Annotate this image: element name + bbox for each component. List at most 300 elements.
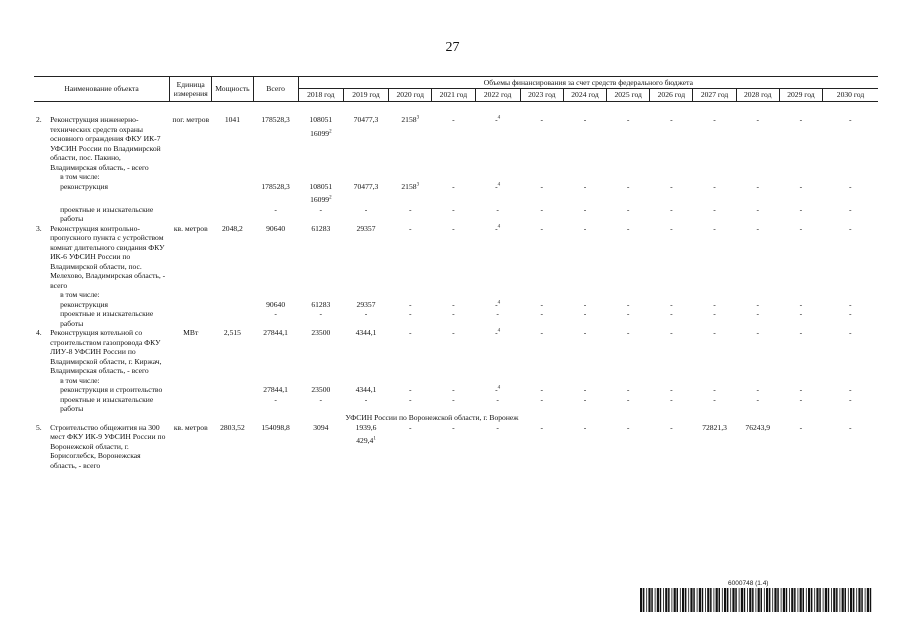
total-amount: -: [274, 204, 277, 214]
barcode-bar: [741, 588, 743, 612]
year-value: 29357: [356, 299, 376, 309]
capacity: 2803,52: [220, 422, 245, 432]
year-value: -: [670, 299, 673, 309]
year-amount: [432, 115, 475, 172]
barcode-bar: [808, 588, 810, 612]
capacity: [212, 309, 253, 328]
year-value: 3094: [313, 422, 329, 432]
year-value: -: [408, 385, 412, 395]
year-value: -: [626, 223, 630, 233]
year-amount: [736, 205, 779, 224]
year-amount: [343, 115, 388, 172]
object-name: в том числе:: [60, 375, 100, 385]
year-amount: [823, 328, 878, 375]
year-amount: [563, 395, 606, 414]
year-value: -: [540, 385, 544, 395]
row-index: 4.: [36, 328, 42, 338]
barcode-bar: [791, 588, 793, 612]
year-amount: [563, 182, 606, 205]
object-row: [34, 423, 878, 470]
header-funding: Объемы финансирования за счет средств федерального бюджета: [298, 77, 878, 89]
year-amount: [563, 115, 606, 172]
barcode-bar: [772, 588, 773, 612]
year-value: -: [540, 181, 544, 191]
year-amount: [343, 205, 388, 224]
year-amount: [823, 423, 878, 470]
year-amount: [693, 385, 736, 394]
year-amount: [475, 115, 520, 172]
header-year: 2027 год: [693, 89, 736, 101]
year-value: -: [540, 309, 544, 319]
barcode-bar: [648, 588, 650, 612]
year-value: -: [583, 328, 587, 338]
year-value: -: [848, 328, 852, 338]
barcode-image: [640, 588, 875, 612]
year-amount: [823, 205, 878, 224]
object-name: в том числе:: [60, 290, 100, 300]
year-value: 70477,3: [353, 181, 379, 191]
barcode-bar: [867, 588, 869, 612]
year-value: -: [713, 223, 716, 233]
barcode-bar: [749, 588, 751, 612]
year-value: -: [540, 223, 544, 233]
year-value: -: [756, 223, 759, 233]
barcode-bar: [697, 588, 698, 612]
barcode-bar: [722, 588, 723, 612]
capacity: [212, 205, 253, 224]
object-name: Реконструкция инженерно-технических средств охраны основного ограждения ФКУ ИК-7 УФСИН России по Владимирской области, пос. Пакино, Владимирская область, - всего: [50, 115, 161, 172]
barcode-bar: [668, 588, 670, 612]
year-value: -: [756, 394, 759, 404]
year-amount: [475, 395, 520, 414]
barcode-bar: [786, 588, 788, 612]
object-name: проектные и изыскательские работы: [60, 204, 154, 224]
year-amount: [823, 385, 878, 394]
row-index: [34, 395, 48, 414]
header-capacity: Мощность: [212, 77, 253, 102]
object-name: реконструкция и строительство: [60, 385, 163, 395]
header-year: 2026 год: [650, 89, 693, 101]
header-year: 2025 год: [607, 89, 650, 101]
year-amount: [693, 309, 736, 328]
header-unit: Единица измерения: [170, 77, 212, 102]
year-amount: [343, 224, 388, 290]
year-amount: [823, 309, 878, 328]
year-amount: [298, 182, 343, 205]
year-amount: [779, 423, 822, 470]
year-amount: [779, 395, 822, 414]
year-value: -: [799, 394, 803, 404]
region-row: [34, 413, 878, 422]
year-value: -: [364, 394, 368, 404]
year-amount: [736, 328, 779, 375]
year-amount: [779, 309, 822, 328]
barcode-bar: [727, 588, 729, 612]
capacity: [212, 385, 253, 394]
year-value: 2158: [401, 181, 417, 191]
object-row: [34, 224, 878, 290]
header-year: 2022 год: [475, 89, 520, 101]
barcode-bar: [657, 588, 659, 612]
footnote-mark: 4: [497, 385, 501, 391]
year-amount: [779, 328, 822, 375]
barcode-bar: [685, 588, 687, 612]
year-amount: [693, 300, 736, 309]
capacity: [212, 395, 253, 414]
year-amount: [607, 423, 650, 470]
barcode-bar: [663, 588, 664, 612]
year-value: -: [408, 328, 412, 338]
year-amount: [650, 182, 693, 205]
year-value: -: [540, 115, 544, 125]
year-value: -: [848, 385, 852, 395]
unit: [170, 182, 212, 205]
year-amount: [520, 182, 563, 205]
year-value: -: [756, 204, 759, 214]
total-amount: 178528,3: [261, 115, 290, 125]
year-value: -: [408, 204, 412, 214]
year-amount: [563, 205, 606, 224]
barcode-bar: [814, 588, 815, 612]
year-value: -: [670, 204, 673, 214]
year-amount: [343, 309, 388, 328]
year-value: -: [540, 394, 544, 404]
row-index: [34, 205, 48, 224]
sub-row: [34, 395, 878, 414]
year-value: -: [408, 422, 412, 432]
barcode-bar: [739, 588, 740, 612]
year-amount: [432, 395, 475, 414]
year-amount: [343, 300, 388, 309]
year-amount: [779, 300, 822, 309]
year-value: 76243,9: [745, 422, 771, 432]
year-amount: [475, 182, 520, 205]
barcode-bar: [690, 588, 692, 612]
year-value: 72821,3: [702, 422, 727, 432]
barcode-bar: [674, 588, 676, 612]
unit: МВт: [183, 328, 199, 338]
object-name: Реконструкция контрольно-пропускного пункта с устройством комнат длительного свидания ФКУ ИК-6 УФСИН России по Владимирской области, пос. Мелехово, Владимирская область, - всего: [50, 223, 166, 290]
year-amount: [520, 395, 563, 414]
year-amount: [736, 395, 779, 414]
year-amount: [389, 182, 432, 205]
year-value: -: [452, 385, 455, 395]
year-amount: [389, 385, 432, 394]
header-year: 2024 год: [563, 89, 606, 101]
year-value: -: [495, 328, 498, 338]
year-value: 23500: [311, 328, 331, 338]
year-amount: [520, 328, 563, 375]
year-value: -: [452, 223, 455, 233]
region-heading: УФСИН России по Воронежской области, г. Воронеж: [345, 413, 519, 423]
year-amount: [298, 205, 343, 224]
barcode-bar: [870, 588, 872, 612]
year-amount: [650, 115, 693, 172]
year-value: -: [452, 394, 455, 404]
year-amount: [389, 300, 432, 309]
year-amount: [650, 224, 693, 290]
sub-row: [34, 309, 878, 328]
barcode-bar: [840, 588, 841, 612]
row-index: 2.: [36, 115, 42, 125]
year-value: -: [799, 223, 803, 233]
empty-cells: [170, 290, 878, 299]
year-value: -: [756, 299, 759, 309]
year-value: -: [756, 181, 759, 191]
year-value: -: [713, 385, 716, 395]
year-amount: [475, 300, 520, 309]
year-value: -: [848, 422, 852, 432]
total-amount: 154098,8: [261, 422, 290, 432]
year-value: -: [408, 394, 412, 404]
barcode-bar: [861, 588, 863, 612]
year-value: -: [319, 204, 323, 214]
capacity: [212, 300, 253, 309]
year-value: -: [496, 422, 499, 432]
sub-row: [34, 385, 878, 394]
year-value: -: [495, 181, 498, 191]
sub-row: [34, 172, 878, 181]
year-value: -: [799, 385, 803, 395]
year-value: 2158: [401, 115, 417, 125]
year-amount: [823, 395, 878, 414]
barcode-bar: [710, 588, 712, 612]
unit: [170, 205, 212, 224]
year-value: -: [670, 328, 673, 338]
year-amount: [693, 224, 736, 290]
year-amount: [693, 115, 736, 172]
year-value: -: [670, 223, 673, 233]
year-amount: [520, 309, 563, 328]
barcode-bar: [819, 588, 821, 612]
year-amount: [343, 328, 388, 375]
object-name: реконструкция: [60, 299, 108, 309]
row-index: [34, 385, 48, 394]
year-value: -: [756, 385, 759, 395]
year-sub-amount: [300, 195, 341, 204]
funding-table: [34, 76, 878, 470]
year-value: -: [364, 309, 368, 319]
barcode-bar: [699, 588, 701, 612]
barcode-bar: [831, 588, 832, 612]
barcode-bar: [747, 588, 748, 612]
year-amount: [736, 385, 779, 394]
year-value: -: [713, 299, 716, 309]
year-amount: [607, 205, 650, 224]
barcode-bar: [643, 588, 645, 612]
year-amount: [343, 423, 388, 470]
year-value: -: [626, 385, 630, 395]
footnote-mark: 3: [416, 115, 420, 121]
year-amount: [779, 385, 822, 394]
barcode-label: 6000748 (1.4): [728, 580, 769, 587]
year-amount: [475, 205, 520, 224]
year-value: -: [713, 328, 716, 338]
row-index: [34, 300, 48, 309]
object-name: в том числе:: [60, 172, 100, 182]
capacity: 2,515: [223, 328, 241, 338]
year-value: -: [626, 309, 630, 319]
year-sub-value: 429,4: [356, 436, 374, 446]
unit: пог. метров: [172, 115, 210, 125]
barcode-bar: [858, 588, 860, 612]
barcode-bar: [774, 588, 776, 612]
year-value: -: [496, 204, 499, 214]
year-value: -: [540, 422, 544, 432]
year-value: 70477,3: [353, 115, 379, 125]
year-amount: [563, 385, 606, 394]
barcode-bar: [758, 588, 760, 612]
year-amount: [520, 115, 563, 172]
sub-row: [34, 205, 878, 224]
row-index: [34, 182, 48, 205]
total-amount: 90640: [266, 299, 286, 309]
barcode-bar: [646, 588, 647, 612]
unit: [170, 300, 212, 309]
footnote-mark: 4: [497, 224, 501, 230]
barcode-bar: [769, 588, 771, 612]
year-value: -: [626, 328, 630, 338]
year-amount: [432, 328, 475, 375]
barcode-bar: [719, 588, 721, 612]
year-value: -: [452, 115, 455, 125]
year-amount: [736, 423, 779, 470]
barcode-bar: [651, 588, 653, 612]
total-amount: -: [274, 309, 277, 319]
header-year: 2019 год: [343, 89, 388, 101]
year-value: -: [583, 223, 587, 233]
year-amount: [650, 205, 693, 224]
barcode-bar: [833, 588, 835, 612]
year-amount: [432, 309, 475, 328]
year-value: -: [799, 309, 803, 319]
year-value: -: [626, 204, 630, 214]
year-value: -: [713, 394, 716, 404]
barcode-bar: [665, 588, 667, 612]
year-amount: [389, 423, 432, 470]
year-value: 29357: [356, 223, 376, 233]
year-amount: [607, 328, 650, 375]
year-amount: [432, 224, 475, 290]
year-value: -: [319, 309, 323, 319]
year-value: -: [799, 299, 803, 309]
barcode-bar: [672, 588, 673, 612]
year-amount: [736, 300, 779, 309]
year-value: -: [540, 204, 544, 214]
barcode-bar: [789, 588, 790, 612]
year-amount: [520, 423, 563, 470]
barcode-bar: [680, 588, 681, 612]
year-amount: [563, 300, 606, 309]
year-value: -: [495, 299, 498, 309]
year-amount: [563, 224, 606, 290]
barcode-bar: [850, 588, 852, 612]
capacity: [212, 182, 253, 205]
object-row: [34, 115, 878, 172]
barcode-bar: [640, 588, 642, 612]
year-value: -: [452, 299, 455, 309]
header-year: 2020 год: [389, 89, 432, 101]
year-amount: [736, 224, 779, 290]
year-amount: [779, 182, 822, 205]
year-value: 1939,6: [355, 422, 377, 432]
footnote-mark: 3: [416, 182, 420, 188]
header-year: 2018 год: [298, 89, 343, 101]
year-value: -: [799, 115, 803, 125]
year-amount: [475, 423, 520, 470]
header-row-top: [34, 77, 878, 89]
footnote-mark: 4: [497, 182, 501, 188]
year-value: -: [848, 394, 852, 404]
year-value: -: [495, 115, 498, 125]
year-amount: [693, 182, 736, 205]
year-amount: [343, 182, 388, 205]
year-amount: [607, 115, 650, 172]
total-amount: 90640: [266, 223, 286, 233]
year-value: -: [364, 204, 368, 214]
row-index: 5.: [36, 422, 42, 432]
header-year: 2029 год: [779, 89, 822, 101]
barcode-bar: [735, 588, 737, 612]
footnote-mark: 1: [373, 436, 376, 442]
barcode-bar: [688, 588, 689, 612]
year-value: -: [848, 309, 852, 319]
year-value: -: [452, 204, 455, 214]
year-value: -: [848, 181, 852, 191]
barcode-bar: [730, 588, 731, 612]
year-amount: [823, 300, 878, 309]
year-amount: [607, 224, 650, 290]
barcode-bar: [781, 588, 782, 612]
year-value: -: [452, 309, 455, 319]
year-value: -: [670, 309, 673, 319]
year-amount: [823, 224, 878, 290]
year-value: -: [408, 309, 412, 319]
year-amount: [432, 205, 475, 224]
year-amount: [693, 423, 736, 470]
year-amount: [475, 328, 520, 375]
object-name: Реконструкция котельной со строительством газопровода ФКУ ЛИУ-8 УФСИН России по Владимирской области, г. Киржач, Владимирская область, - всего: [50, 328, 162, 376]
year-value: -: [452, 422, 455, 432]
year-value: -: [713, 115, 716, 125]
year-value: -: [848, 223, 852, 233]
barcode-bar: [800, 588, 802, 612]
year-value: -: [583, 181, 587, 191]
year-value: -: [583, 385, 587, 395]
year-amount: [389, 224, 432, 290]
capacity: 2048,2: [221, 223, 243, 233]
year-value: -: [496, 394, 499, 404]
year-value: -: [670, 394, 673, 404]
year-amount: [693, 205, 736, 224]
year-amount: [298, 385, 343, 394]
barcode-bar: [655, 588, 656, 612]
barcode-bar: [677, 588, 679, 612]
year-amount: [650, 309, 693, 328]
header-name: Наименование объекта: [34, 77, 170, 102]
year-amount: [736, 182, 779, 205]
year-amount: [520, 205, 563, 224]
year-value: -: [756, 328, 759, 338]
year-amount: [823, 182, 878, 205]
year-value: -: [540, 328, 544, 338]
year-value: 61283: [311, 223, 331, 233]
year-amount: [650, 328, 693, 375]
year-amount: [520, 224, 563, 290]
barcode-bar: [752, 588, 754, 612]
year-value: 108051: [309, 115, 333, 125]
year-amount: [779, 224, 822, 290]
